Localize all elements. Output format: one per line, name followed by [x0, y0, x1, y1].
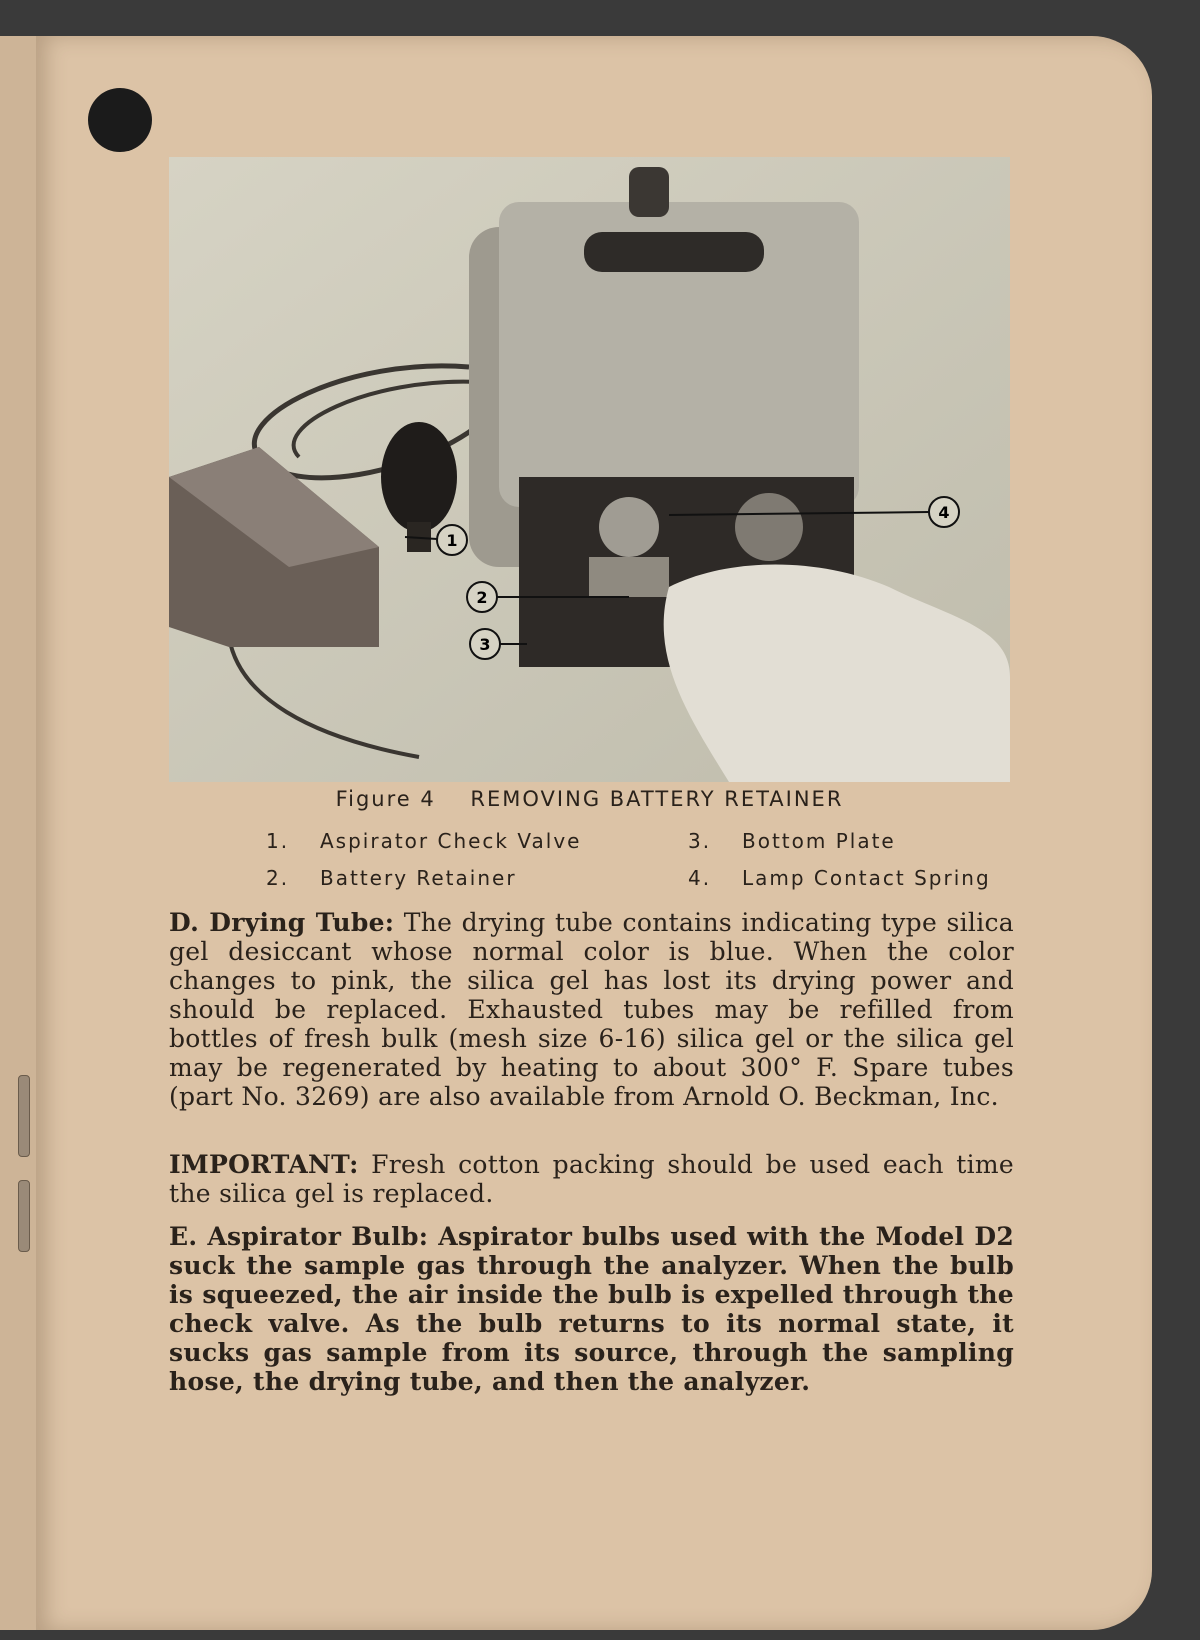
figure-title: REMOVING BATTERY RETAINER: [470, 787, 844, 811]
legend-text: Lamp Contact Spring: [742, 866, 991, 890]
callout-1: 1: [446, 531, 458, 550]
staple: [18, 1180, 30, 1252]
analyzer-photo-illustration: [169, 157, 1010, 782]
figure-photo: [169, 157, 1010, 782]
aspirator-bulb-text: Aspirator bulbs used with the Model D2 suck the sample gas through the analyzer. When the bulb is squeezed, the air inside the bulb is expelled through the check valve. As the bulb returns to its normal state, it sucks gas sample from its source, through the sampling hose, the drying tube, and then the analyzer.: [169, 1222, 1015, 1396]
legend-item: [688, 866, 991, 890]
important-paragraph: [169, 1150, 1014, 1208]
callout-3: 3: [479, 635, 491, 654]
callout-2: 2: [476, 588, 488, 607]
drying-tube-paragraph: [169, 908, 1014, 1111]
legend-number: 3.: [688, 829, 712, 853]
figure-label: Figure 4: [335, 787, 436, 811]
punch-hole: [88, 88, 152, 152]
callout-4: 4: [938, 503, 950, 522]
legend-number: 2.: [266, 866, 290, 890]
legend-item: [266, 829, 581, 853]
legend-text: Bottom Plate: [742, 829, 896, 853]
aspirator-bulb-paragraph: [169, 1222, 1014, 1396]
legend-text: Battery Retainer: [320, 866, 517, 890]
important-heading: IMPORTANT:: [169, 1150, 359, 1179]
drying-tube-heading: D. Drying Tube:: [169, 908, 395, 937]
legend-text: Aspirator Check Valve: [320, 829, 582, 853]
staple: [18, 1075, 30, 1157]
drying-tube-text: The drying tube contains indicating type silica gel desiccant whose normal color is blue. When the color changes to pink, the silica gel has lost its drying power and should be replaced. Exhausted tubes may be refilled from bottles of fresh bulk (mesh size 6-16) silica gel or the silica gel may be regenerated by heating to about 300° F. Spare tubes (part No. 3269) are also available from Arnold O. Beckman, Inc.: [169, 908, 1015, 1111]
legend-number: 4.: [688, 866, 712, 890]
legend-number: 1.: [266, 829, 290, 853]
legend-item: [688, 829, 896, 853]
figure-caption: [169, 787, 1010, 811]
legend-item: [266, 866, 517, 890]
important-text: Fresh cotton packing should be used each time the silica gel is replaced.: [169, 1150, 1015, 1208]
aspirator-bulb-heading: E. Aspirator Bulb:: [169, 1222, 429, 1251]
